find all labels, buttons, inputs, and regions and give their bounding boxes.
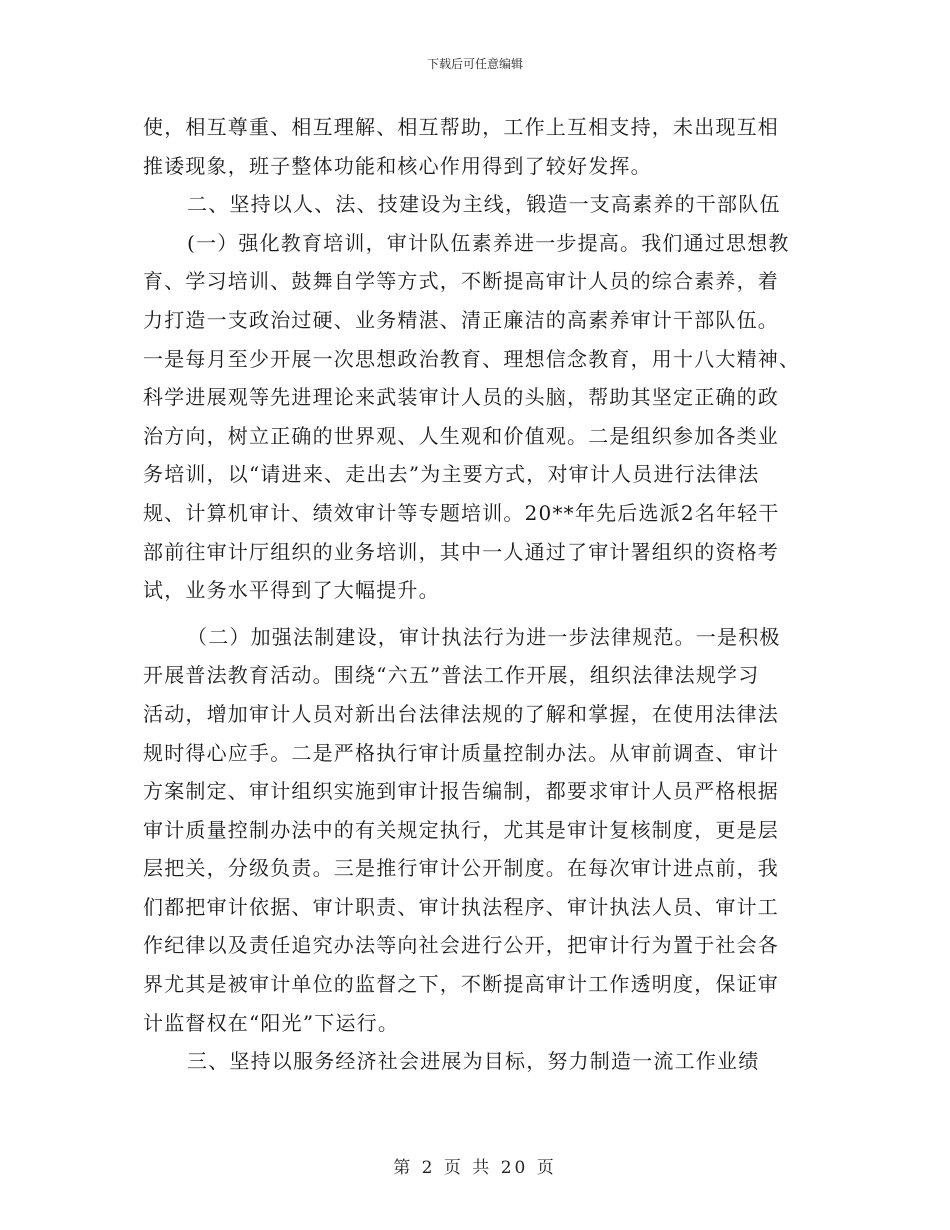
text-line: 作纪律以及责任追究办法等向社会进行公开，把审计行为置于社会各 <box>143 933 779 958</box>
text-line: (一）强化教育培训，审计队伍素养进一步提高。我们通过思想教 <box>187 230 790 255</box>
text-line: 力打造一支政治过硬、业务精湛、清正廉洁的高素养审计干部队伍。 <box>143 307 779 332</box>
paragraph <box>143 1042 813 1081</box>
text-line: 规、计算机审计、绩效审计等专题培训。20**年先后选派2名年轻干 <box>143 500 780 525</box>
text-line: （二）加强法制建设，审计执法行为进一步法律规范。一是积极 <box>187 624 781 649</box>
text-line: 们都把审计依据、审计职责、审计执法程序、审计执法人员、审计工 <box>143 894 779 919</box>
paragraph-gap <box>143 610 813 618</box>
text-line: 务培训，以“请进来、走出去”为主要方式，对审计人员进行法律法 <box>143 462 760 487</box>
page-number-label: 第 2 页 共 20 页 <box>393 1158 557 1178</box>
text-line: 三、坚持以服务经济社会进展为目标，努力制造一流工作业绩 <box>187 1049 760 1074</box>
text-line: 开展普法教育活动。围绕“六五”普法工作开展，组织法律法规学习 <box>143 663 760 688</box>
page-footer <box>0 1153 950 1178</box>
text-line: 活动，增加审计人员对新出台法律法规的了解和掌握，在使用法律法 <box>143 701 779 726</box>
paragraph <box>143 224 813 610</box>
text-line: 科学进展观等先进理论来武装审计人员的头脑，帮助其坚定正确的政 <box>143 385 779 410</box>
paragraph <box>143 108 813 185</box>
text-line: 育、学习培训、鼓舞自学等方式，不断提高审计人员的综合素养，着 <box>143 269 779 294</box>
header-note: 下载后可任意编辑 <box>426 57 523 71</box>
text-line: 二、坚持以人、法、技建设为主线，锻造一支高素养的干部队伍 <box>187 192 781 217</box>
text-line: 使，相互尊重、相互理解、相互帮助，工作上互相支持，未出现互相 <box>143 115 779 139</box>
text-line: 规时得心应手。二是严格执行审计质量控制办法。从审前调查、审计 <box>143 740 779 765</box>
text-line: 方案制定、审计组织实施到审计报告编制，都要求审计人员严格根据 <box>143 779 779 804</box>
paragraph <box>143 618 813 1043</box>
text-line: 计监督权在“阳光”下运行。 <box>143 1010 400 1035</box>
text-line: 推诿现象，班子整体功能和核心作用得到了较好发挥。 <box>143 153 652 178</box>
text-line: 审计质量控制办法中的有关规定执行，尤其是审计复核制度，更是层 <box>143 817 779 842</box>
text-line: 界尤其是被审计单位的监督之下，不断提高审计工作透明度，保证审 <box>143 972 779 997</box>
text-line: 治方向，树立正确的世界观、人生观和价值观。二是组织参加各类业 <box>143 423 779 448</box>
text-line: 试，业务水平得到了大幅提升。 <box>143 578 440 603</box>
text-line: 部前往审计厅组织的业务培训，其中一人通过了审计署组织的资格考 <box>143 539 779 564</box>
paragraph <box>143 185 813 224</box>
text-line: 层把关，分级负责。三是推行审计公开制度。在每次审计进点前，我 <box>143 856 779 881</box>
document-body <box>143 108 813 1081</box>
text-line: 一是每月至少开展一次思想政治教育、理想信念教育，用十八大精神、 <box>143 346 801 371</box>
